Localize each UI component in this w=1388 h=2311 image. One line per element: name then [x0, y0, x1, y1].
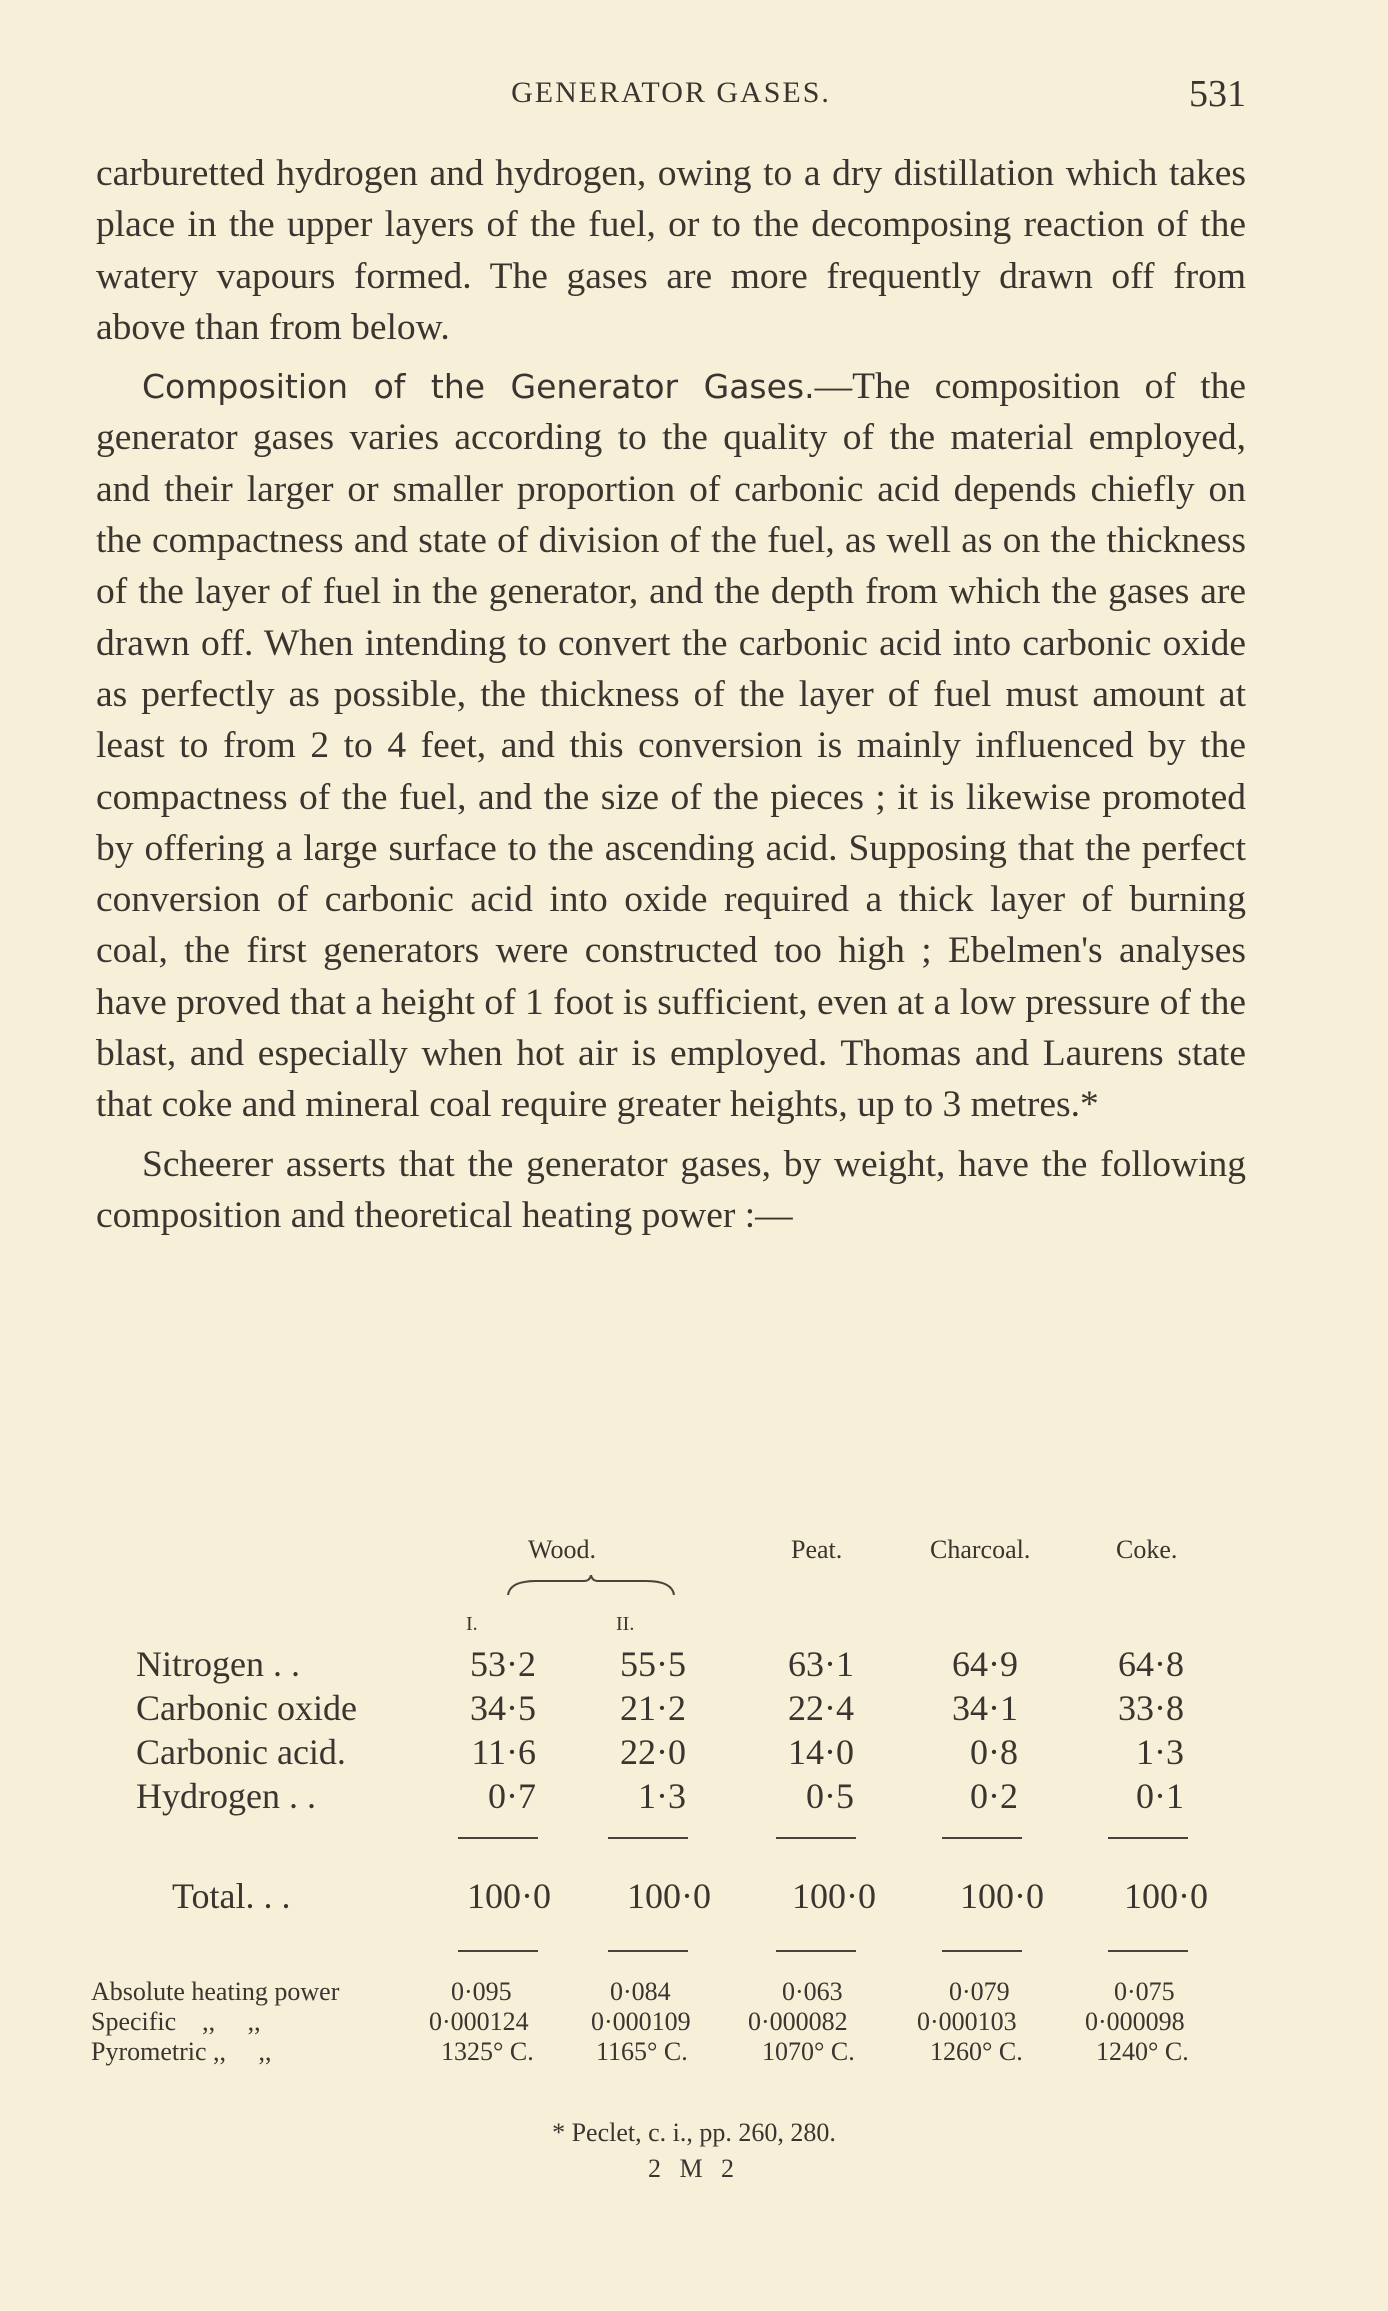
running-title: GENERATOR GASES. — [511, 76, 831, 109]
heating-row: Absolute heating power 0·095 0·084 0·063 0·079 0·075 — [91, 1977, 1175, 2006]
rule — [942, 1837, 1022, 1839]
rule — [608, 1950, 688, 1952]
footnote: * Peclet, c. i., pp. 260, 280. — [552, 2118, 836, 2147]
rule — [776, 1837, 856, 1839]
rule — [776, 1950, 856, 1952]
rule — [608, 1837, 688, 1839]
table-row: Carbonic oxide 34·5 21·2 22·4 34·1 33·8 — [136, 1688, 1184, 1728]
paragraph-composition — [96, 361, 1246, 1130]
table-row: Carbonic acid. 11·6 22·0 14·0 0·8 1·3 — [136, 1732, 1184, 1772]
running-head — [96, 72, 1246, 122]
table-row: Nitrogen . . 53·2 55·5 63·1 64·9 64·8 — [136, 1644, 1184, 1684]
rule — [458, 1950, 538, 1952]
rule — [1108, 1950, 1188, 1952]
paragraph-scheerer: Scheerer asserts that the generator gases, by weight, have the following composition and theoretical heating power :— — [96, 1143, 1246, 1236]
table-row: Hydrogen . . 0·7 1·3 0·5 0·2 0·1 — [136, 1776, 1184, 1816]
sub-head-i: I. — [466, 1613, 478, 1635]
heating-row: Pyrometric ,, ,, 1325° C. 1165° C. 1070° C. 1260° C. 1240° C. — [91, 2037, 1189, 2066]
signature-mark: 2 M 2 — [647, 2154, 741, 2183]
col-head-wood: Wood. — [528, 1535, 596, 1564]
total-row: Total. . . 100·0 100·0 100·0 100·0 100·0 — [172, 1876, 1208, 1916]
paragraph-text: —The composition of the generator gases varies according to the quality of the material employed, and their larger or smaller proportion of carbonic acid depends chiefly on the compactness and state of division of the fuel, as well as on the thickness of the layer of fuel in the generator, and the depth from which the gases are drawn off. When intending to convert the carbonic acid into carbonic oxide as perfectly as possible, the thickness of the layer of fuel must amount at least to from 2 to 4 feet, and this conversion is mainly influenced by the compactness of the fuel, and the size of the pieces ; it is likewise promoted by offering a large surface to the ascending acid. Supposing that the perfect conversion of carbonic acid into oxide required a thick layer of burning coal, the first generators were constructed too high ; Ebelmen's analyses have proved that a height of 1 foot is sufficient, even at a low pressure of the blast, and especially when hot air is employed. Thomas and Laurens state that coke and mineral coal require greater heights, up to 3 metres.* — [96, 366, 1247, 1126]
body-text — [96, 148, 1246, 1249]
rule — [458, 1837, 538, 1839]
brace-icon — [506, 1575, 676, 1597]
col-head-coke: Coke. — [1116, 1535, 1178, 1564]
col-head-charcoal: Charcoal. — [930, 1535, 1031, 1564]
rule — [1108, 1837, 1188, 1839]
section-heading: Composition of the Generator Gases. — [142, 367, 815, 407]
page-number: 531 — [1189, 73, 1246, 115]
paragraph-continuation: carburetted hydrogen and hydrogen, owing to a dry distillation which takes place in the upper layers of the fuel, or to the decomposing reaction of the watery vapours formed. The gases are more frequently drawn off from above than from below. — [96, 153, 1246, 348]
sub-head-ii: II. — [616, 1613, 635, 1635]
heating-row: Specific ,, ,, 0·000124 0·000109 0·000082 0·000103 0·000098 — [91, 2007, 1185, 2036]
rule — [942, 1950, 1022, 1952]
col-head-peat: Peat. — [791, 1535, 843, 1564]
